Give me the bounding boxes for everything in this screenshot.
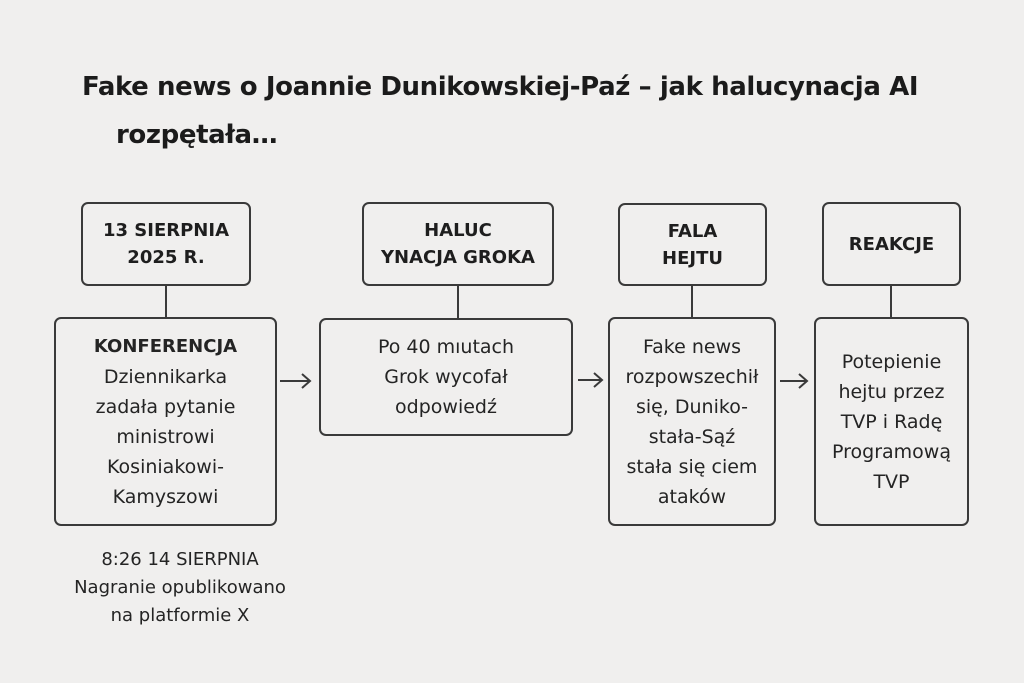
step-4-header-box bbox=[822, 202, 961, 286]
step-3-header-line-1: FALA bbox=[667, 220, 718, 242]
step-2-header-line-2: YNACJA GROKA bbox=[381, 247, 535, 268]
step-3-body-line-4: stała-Sąź bbox=[648, 425, 736, 448]
arrow-3-to-4 bbox=[780, 374, 807, 388]
step-2-body-line-2: Grok wycofał bbox=[384, 366, 508, 388]
step-4-body-line-3: TVP i Radę bbox=[840, 410, 943, 433]
step-3-body-line-2: rozpowszechił bbox=[625, 365, 759, 388]
diagram-title-line-1: Fake news o Joannie Dunikowskiej-Paź – jak halucynacja AI bbox=[82, 72, 919, 102]
step-1-body-line-1: Dziennikarka bbox=[103, 365, 228, 388]
step-1-body-line-2: zadała pytanie bbox=[95, 395, 236, 418]
step-4-body-line-1: Potepienie bbox=[841, 350, 942, 373]
step-1-header-box bbox=[81, 202, 251, 286]
step-2-header-box bbox=[362, 202, 554, 286]
note-text-line-2: na platformie X bbox=[110, 605, 250, 626]
step-3-header-line-2: HEJTU bbox=[662, 247, 723, 269]
step-3-content-box bbox=[608, 317, 776, 526]
step-3-header-box bbox=[618, 203, 767, 286]
step-4-header-line-1: REAKCJE bbox=[848, 233, 935, 255]
step-2-content-box bbox=[319, 318, 573, 436]
step-1-body-line-4: Kosiniakowi- bbox=[107, 455, 224, 478]
step-1-header-line-2: 2025 R. bbox=[127, 247, 205, 268]
arrow-2-to-3 bbox=[578, 373, 602, 387]
timeline-note bbox=[56, 546, 304, 630]
step-2-body-line-3: odpowiedź bbox=[395, 396, 497, 418]
step-2-header-line-1: HALUC bbox=[424, 220, 492, 241]
step-4-content-box bbox=[814, 317, 969, 526]
step-3-body-line-1: Fake news bbox=[642, 335, 742, 358]
note-time: 8:26 14 SIERPNIA bbox=[101, 549, 259, 570]
diagram-title-line-2: rozpętała… bbox=[116, 120, 278, 150]
step-1-content-box bbox=[54, 317, 277, 526]
step-3-body-line-6: ataków bbox=[657, 485, 727, 508]
step-4-body-line-2: hejtu przez bbox=[838, 380, 945, 403]
arrow-1-to-2 bbox=[280, 374, 310, 388]
step-4-body-line-4: Programową bbox=[832, 440, 951, 463]
step-4-body-line-5: TVP bbox=[873, 470, 910, 493]
step-3-body-line-5: stała się ciem bbox=[626, 455, 758, 478]
step-2-body-line-1: Po 40 mıutach bbox=[377, 336, 515, 358]
note-text-line-1: Nagranie opublikowano bbox=[74, 577, 286, 598]
step-1-body-line-5: Kamyszowi bbox=[112, 485, 219, 508]
step-1-body-line-3: ministrowi bbox=[116, 425, 215, 448]
step-1-header-line-1: 13 SIERPNIA bbox=[102, 220, 230, 241]
step-3-body-line-3: się, Duniko- bbox=[635, 395, 749, 418]
step-1-keyword: KONFERENCJA bbox=[93, 335, 238, 357]
